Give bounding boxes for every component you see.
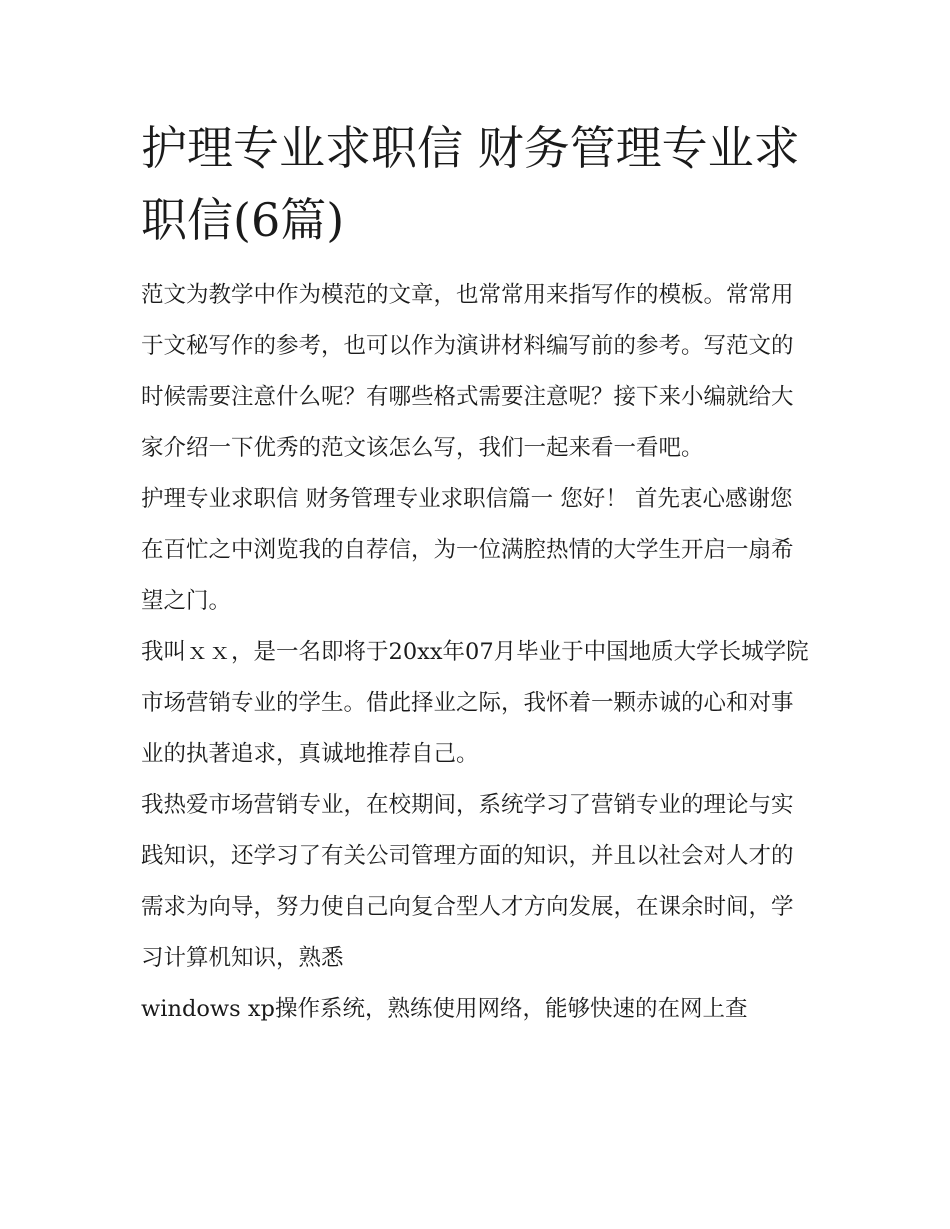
paragraph-studies: 我热爱市场营销专业，在校期间，系统学习了营销专业的理论与实践知识，还学习了有关公司管理方面的知识，并且以社会对人才的需求为向导，努力使自己向复合型人才方向发展，在课余时间，学习计算机知识，熟悉	[141, 792, 794, 971]
paragraph-greeting: 护理专业求职信 财务管理专业求职信篇一 您好！ 首先衷心感谢您在百忙之中浏览我的自荐信，为一位满腔热情的大学生开启一扇希望之门。	[141, 486, 794, 614]
paragraph-skills: windows xp操作系统，熟练使用网络，能够快速的在网上查	[141, 996, 748, 1022]
paragraph-intro: 范文为教学中作为模范的文章，也常常用来指写作的模板。常常用于文秘写作的参考，也可以作为演讲材料编写前的参考。写范文的时候需要注意什么呢？有哪些格式需要注意呢？接下来小编就给大家介绍一下优秀的范文该怎么写，我们一起来看一看吧。	[141, 282, 794, 461]
paragraph-self-intro: 我叫ｘｘ，是一名即将于20xx年07月毕业于中国地质大学长城学院市场营销专业的学生。借此择业之际，我怀着一颗赤诚的心和对事业的执著追求，真诚地推荐自己。	[141, 639, 809, 767]
document-title: 护理专业求职信 财务管理专业求职信(6篇)	[141, 121, 800, 247]
document-body	[141, 112, 813, 1035]
